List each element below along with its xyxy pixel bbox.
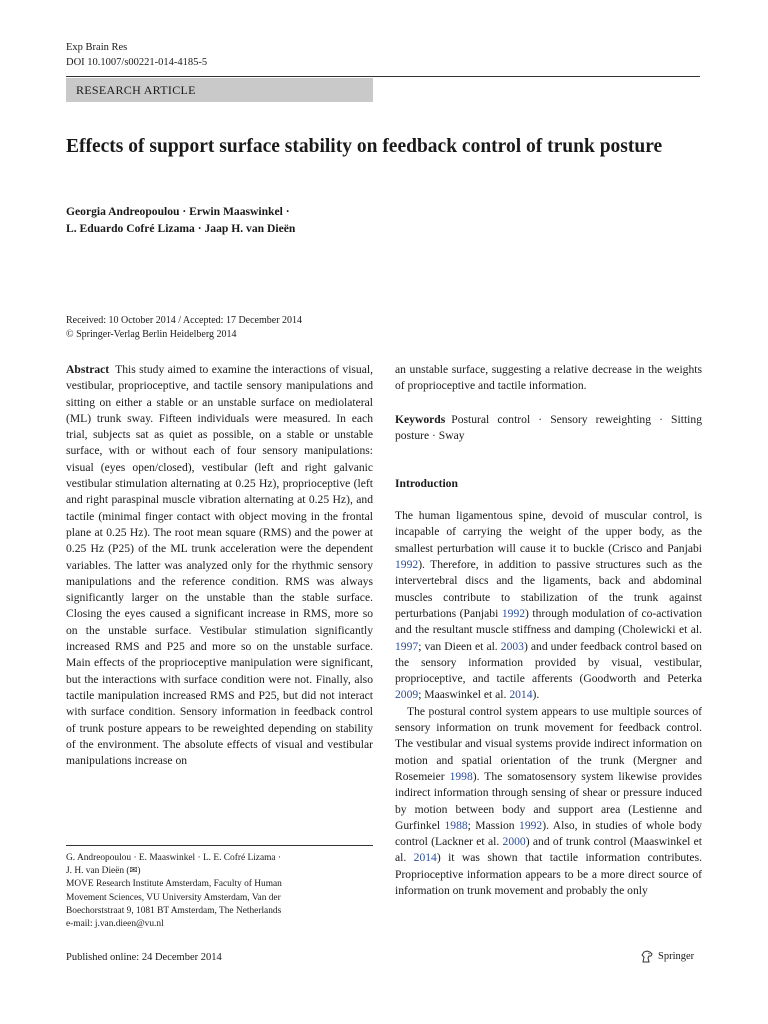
text-run: ) it was shown that tactile information contributes. Proprioceptive information appears to be a more direct source of information on trunk movement and probably the only	[395, 851, 702, 898]
article-type-banner: RESEARCH ARTICLE	[66, 78, 373, 102]
right-column	[395, 362, 702, 899]
citation-link[interactable]: 2003	[500, 639, 524, 653]
text-run: ). Also, in studies of whole body control (Lackner et al.	[395, 818, 702, 849]
copyright: © Springer-Verlag Berlin Heidelberg 2014	[66, 329, 237, 340]
left-column	[66, 362, 373, 769]
footnote-line-4: Movement Sciences, VU University Amsterdam, Van der	[66, 892, 281, 903]
citation-link[interactable]: 1992	[519, 818, 543, 832]
text-run: ). The somatosensory system likewise provides indirect information through sensing of shear or pressure induced by motion between body and support area (Lestienne and Gurfinkel	[395, 769, 702, 832]
text-run: ; Massion	[467, 818, 520, 832]
text-run: ) and of trunk control (Maaswinkel et al.	[395, 835, 703, 865]
introduction-heading: Introduction	[395, 477, 458, 491]
citation-link[interactable]: 1998	[449, 769, 473, 783]
abstract-text: This study aimed to examine the interactions of visual, vestibular, proprioceptive, and tactile sensory manipulations and sitting on either a stable or an unstable surface on mediolateral (ML) trunk sway. Fifteen individuals were measured. In each trial, subjects sat as quiet as possible, on a stable or unstable surface, with or without each of four sensory manipulations: visual (eyes open/closed), vestibular (left and right galvanic vestibular stimulation alternating at 0.25 Hz), proprioceptive (left and right paraspinal muscle vibration alternating at 0.25 Hz), and tactile (minimal finger contact with object moving in the frontal plane at 0.25 Hz). The root mean square (RMS) and the power at 0.25 Hz (P25) of the ML trunk acceleration were the dependent variables. The latter was analyzed only for the rhythmic sensory manipulations and the reference condition. RMS was always significantly larger on the unstable than the stable surface. Closing the eyes caused a significant increase in RMS, more so on the unstable surface. Vestibular stimulation significantly increased RMS and P25 and more so on the unstable surface. Main effects of the proprioceptive manipulation were significant, but the interactions with surface condition were not. Finally, also tactile manipulation increased RMS and P25, but did not interact with surface condition. Sensory information in feedback control of trunk posture appears to be reweighted depending on stability of the environment. The absolute effects of visual and vestibular manipulations increase on	[66, 363, 373, 768]
abstract	[66, 362, 373, 769]
citation-link[interactable]: 2014	[509, 688, 533, 702]
springer-horse-icon	[640, 950, 654, 963]
journal-name: Exp Brain Res	[66, 42, 128, 53]
author-affiliation-footnote	[66, 852, 373, 931]
text-run: ; Maaswinkel et al.	[418, 688, 510, 702]
citation-link[interactable]: 2000	[502, 835, 526, 849]
authors-line-2: L. Eduardo Cofré Lizama · Jaap H. van Dieën	[66, 222, 296, 235]
abstract-label: Abstract	[66, 363, 110, 376]
publisher-logo	[640, 950, 694, 963]
footnote-line-1: G. Andreopoulou · E. Maaswinkel · L. E. Cofré Lizama ·	[66, 853, 282, 863]
abstract-continuation: an unstable surface, suggesting a relative decrease in the weights of proprioceptive and tactile information.	[395, 363, 702, 393]
author-list	[66, 203, 295, 237]
published-online: Published online: 24 December 2014	[66, 952, 222, 963]
text-run: ) and under feedback control based on the sensory information provided by visual, vestibular, proprioceptive, and tactile afferents (Goodworth and Peterka	[395, 639, 702, 686]
citation-link[interactable]: 2009	[395, 688, 419, 702]
footnote-line-3: MOVE Research Institute Amsterdam, Faculty of Human	[66, 879, 282, 890]
text-run: ).	[532, 688, 540, 702]
article-dates	[66, 314, 302, 342]
text-run: The postural control system appears to use multiple sources of sensory information on trunk movement for feedback control. The vestibular and visual systems provide indirect information on motion and spatial orientation of the trunk (Mergner and Rosemeier	[395, 704, 702, 783]
footnote-line-2: J. H. van Dieën (✉)	[66, 866, 141, 877]
citation-link[interactable]: 1992	[501, 606, 526, 620]
text-run: ; van Dieen et al.	[418, 639, 501, 653]
citation-link[interactable]: 1997	[395, 639, 419, 653]
received-accepted: Received: 10 October 2014 / Accepted: 17 December 2014	[66, 315, 303, 326]
keywords-text: Postural control · Sensory reweighting · Sitting posture · Sway	[395, 412, 702, 442]
doi[interactable]: DOI 10.1007/s00221-014-4185-5	[66, 57, 208, 68]
intro-paragraph-2	[395, 704, 702, 900]
citation-link[interactable]: 2014	[413, 851, 437, 865]
text-run: ) through modulation of co-activation and the resultant muscle stiffness and damping (Cholewicki et al.	[395, 606, 702, 637]
article-title: Effects of support surface stability on feedback control of trunk posture	[66, 136, 663, 157]
citation-link[interactable]: 1988	[444, 818, 468, 832]
intro-paragraph-1	[395, 508, 702, 704]
text-run: The human ligamentous spine, devoid of muscular control, is incapable of carrying the weight of the upper body, as the smallest perturbation will cause it to buckle (Crisco and Panjabi	[395, 509, 702, 555]
footnote-line-5: Boechorststraat 9, 1081 BT Amsterdam, The Netherlands	[66, 905, 282, 916]
citation-link[interactable]: 1992	[395, 558, 419, 572]
footnote-email[interactable]: e-mail: j.van.dieen@vu.nl	[66, 919, 164, 930]
header-rule	[66, 76, 700, 77]
keywords-label: Keywords	[395, 412, 446, 426]
text-run: ). Therefore, in addition to passive structures such as the intervertebral discs and the ligaments, back and abdominal muscles contribute to stabilization of the trunk against perturbations (Panjabi	[395, 558, 702, 620]
publisher-name: Springer	[658, 951, 695, 962]
journal-header	[66, 40, 207, 70]
authors-line-1: Georgia Andreopoulou · Erwin Maaswinkel ·	[66, 205, 290, 218]
footnote-rule	[66, 845, 373, 846]
keywords	[395, 412, 702, 445]
